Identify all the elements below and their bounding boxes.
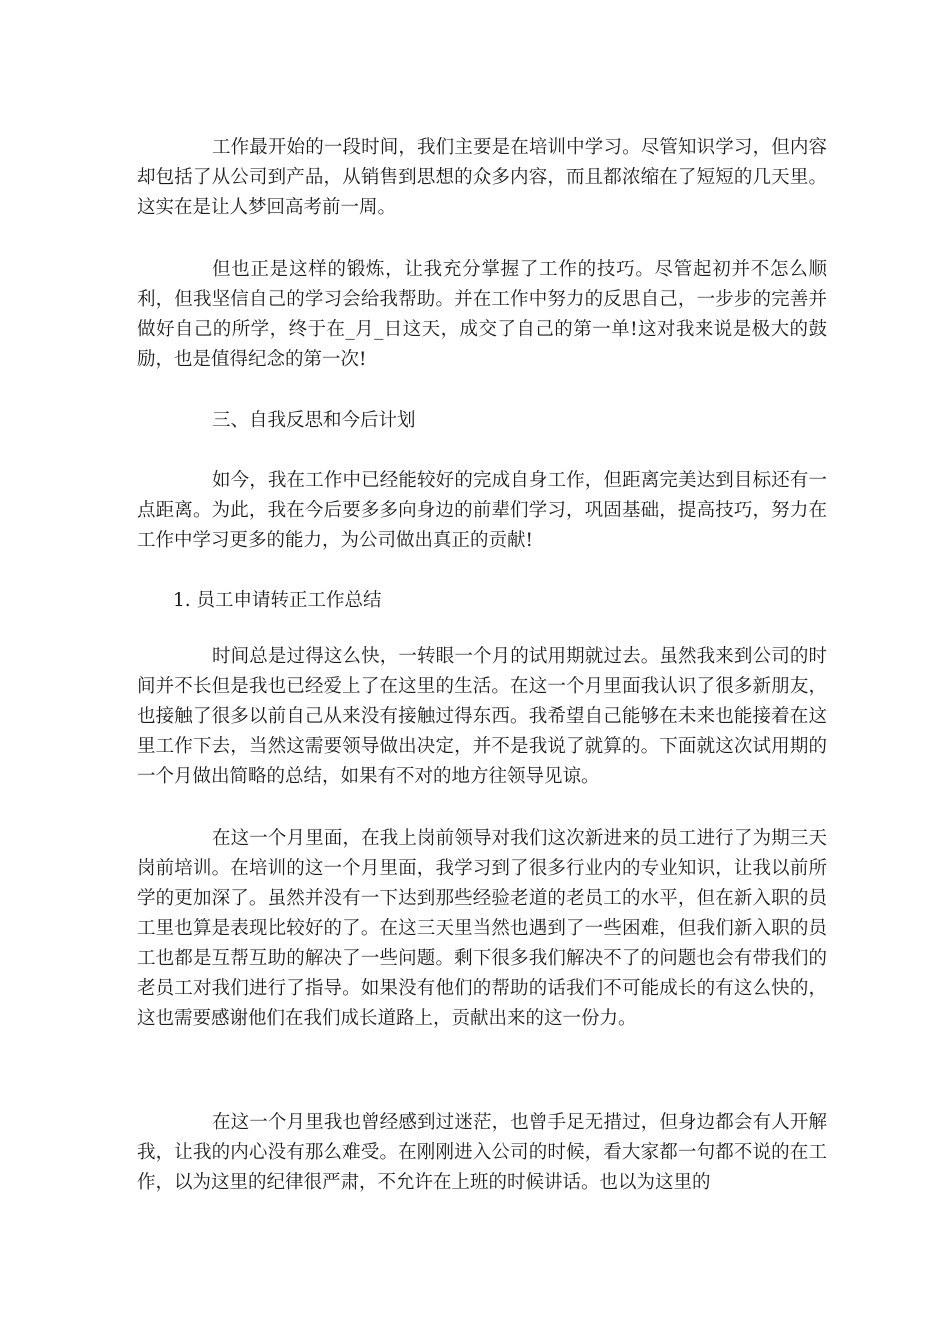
section-heading-reflection: 三、自我反思和今后计划 — [212, 410, 416, 431]
paragraph-future-plan: 如今，我在工作中已经能较好的完成自身工作，但距离完美达到目标还有一点距离。为此，我在今后要多多向身边的前辈们学习，巩固基础，提高技巧，努力在工作中学习更多的能力，为公司做出真正的贡献! — [137, 470, 827, 551]
paragraph-confusion: 在这一个月里我也曾经感到过迷茫，也曾手足无措过，但身边都会有人开解我，让我的内心没有那么难受。在刚刚进入公司的时候，看大家都一句都不说的在工作，以为这里的纪律很严肃，不允许在上班的时候讲话。也以为这里的 — [137, 1112, 827, 1193]
paragraph-probation-intro: 时间总是过得这么快，一转眼一个月的试用期就过去。虽然我来到公司的时间并不长但是我也已经爱上了在这里的生活。在这一个月里面我认识了很多新朋友，也接触了很多以前自己从来没有接触过得东西。我希望自己能够在未来也能接着在这里工作下去，当然这需要领导做出决定，并不是我说了就算的。下面就这次试用期的一个月做出简略的总结，如果有不对的地方往领导见谅。 — [137, 646, 827, 787]
section-heading-probation-summary: 1. 员工申请转正工作总结 — [173, 590, 382, 611]
paragraph-onboarding-training: 在这一个月里面，在我上岗前领导对我们这次新进来的员工进行了为期三天岗前培训。在培训的这一个月里面，我学习到了很多行业内的专业知识，让我以前所学的更加深了。虽然并没有一下达到那些经验老道的老员工的水平，但在新入职的员工里也算是表现比较好的了。在这三天里当然也遇到了一些困难，但我们新入职的员工也都是互帮互助的解决了一些问题。剩下很多我们解决不了的问题也会有带我们的老员工对我们进行了指导。如果没有他们的帮助的话我们不可能成长的有这么快的，这也需要感谢他们在我们成长道路上，贡献出来的这一份力。 — [137, 828, 827, 1029]
paragraph-training: 工作最开始的一段时间，我们主要是在培训中学习。尽管知识学习，但内容却包括了从公司到产品，从销售到思想的众多内容，而且都浓缩在了短短的几天里。这实在是让人梦回高考前一周。 — [137, 137, 827, 218]
paragraph-first-deal: 但也正是这样的锻炼，让我充分掌握了工作的技巧。尽管起初并不怎么顺利，但我坚信自己的学习会给我帮助。并在工作中努力的反思自己，一步步的完善并做好自己的所学，终于在_月_日这天，成交了自己的第一单!这对我来说是极大的鼓励，也是值得纪念的第一次! — [137, 259, 827, 370]
